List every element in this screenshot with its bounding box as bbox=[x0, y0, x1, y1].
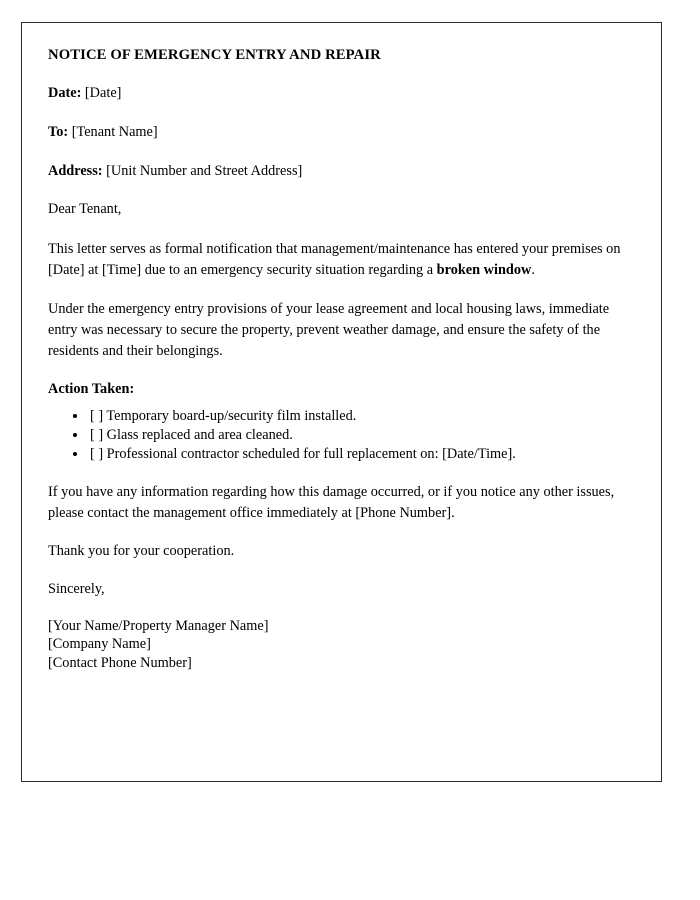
paragraph-1-after-bold: . bbox=[531, 261, 535, 278]
sign-off-line: Sincerely, bbox=[48, 580, 105, 597]
action-taken-list bbox=[48, 407, 637, 464]
document-page-border bbox=[21, 22, 662, 782]
field-to bbox=[48, 123, 637, 142]
list-item: • [ ] Glass replaced and area cleaned. bbox=[88, 426, 637, 445]
field-date bbox=[48, 84, 637, 103]
list-item: • [ ] Professional contractor scheduled for full replacement on: [Date/Time]. bbox=[88, 445, 637, 464]
paragraph-entry-notification bbox=[48, 239, 637, 281]
field-address bbox=[48, 162, 637, 181]
list-item: • [ ] Temporary board-up/security film installed. bbox=[88, 407, 637, 426]
signature-line-name: [Your Name/Property Manager Name] bbox=[48, 618, 269, 635]
field-address-value: [Unit Number and Street Address] bbox=[106, 162, 303, 179]
signature-block bbox=[48, 617, 637, 672]
section-heading-action-taken: Action Taken: bbox=[48, 380, 135, 397]
field-to-value: [Tenant Name] bbox=[71, 123, 158, 140]
salutation: Dear Tenant, bbox=[48, 201, 122, 218]
field-address-label: Address: bbox=[48, 162, 103, 179]
field-date-value: [Date] bbox=[84, 85, 122, 102]
field-date-label: Date: bbox=[48, 85, 82, 102]
signature-line-phone: [Contact Phone Number] bbox=[48, 654, 192, 671]
paragraph-1-before-bold: This letter serves as formal notification that management/maintenance has entered your premises on [Date] at [Time] due to an emergency security situation regarding a bbox=[48, 240, 621, 278]
page-title: NOTICE OF EMERGENCY ENTRY AND REPAIR bbox=[48, 47, 381, 63]
field-to-label: To: bbox=[48, 123, 69, 140]
document-body bbox=[22, 23, 661, 672]
paragraph-legal-provisions: Under the emergency entry provisions of your lease agreement and local housing laws, immediate entry was necessary to secure the property, prevent weather damage, and ensure the safety of the residents and their belongings. bbox=[48, 300, 610, 359]
paragraph-1-emphasis: broken window bbox=[436, 261, 532, 278]
thank-you-line: Thank you for your cooperation. bbox=[48, 542, 235, 559]
paragraph-contact-info: If you have any information regarding how this damage occurred, or if you notice any other issues, please contact the management office immediately at [Phone Number]. bbox=[48, 483, 615, 521]
signature-line-company: [Company Name] bbox=[48, 636, 151, 653]
